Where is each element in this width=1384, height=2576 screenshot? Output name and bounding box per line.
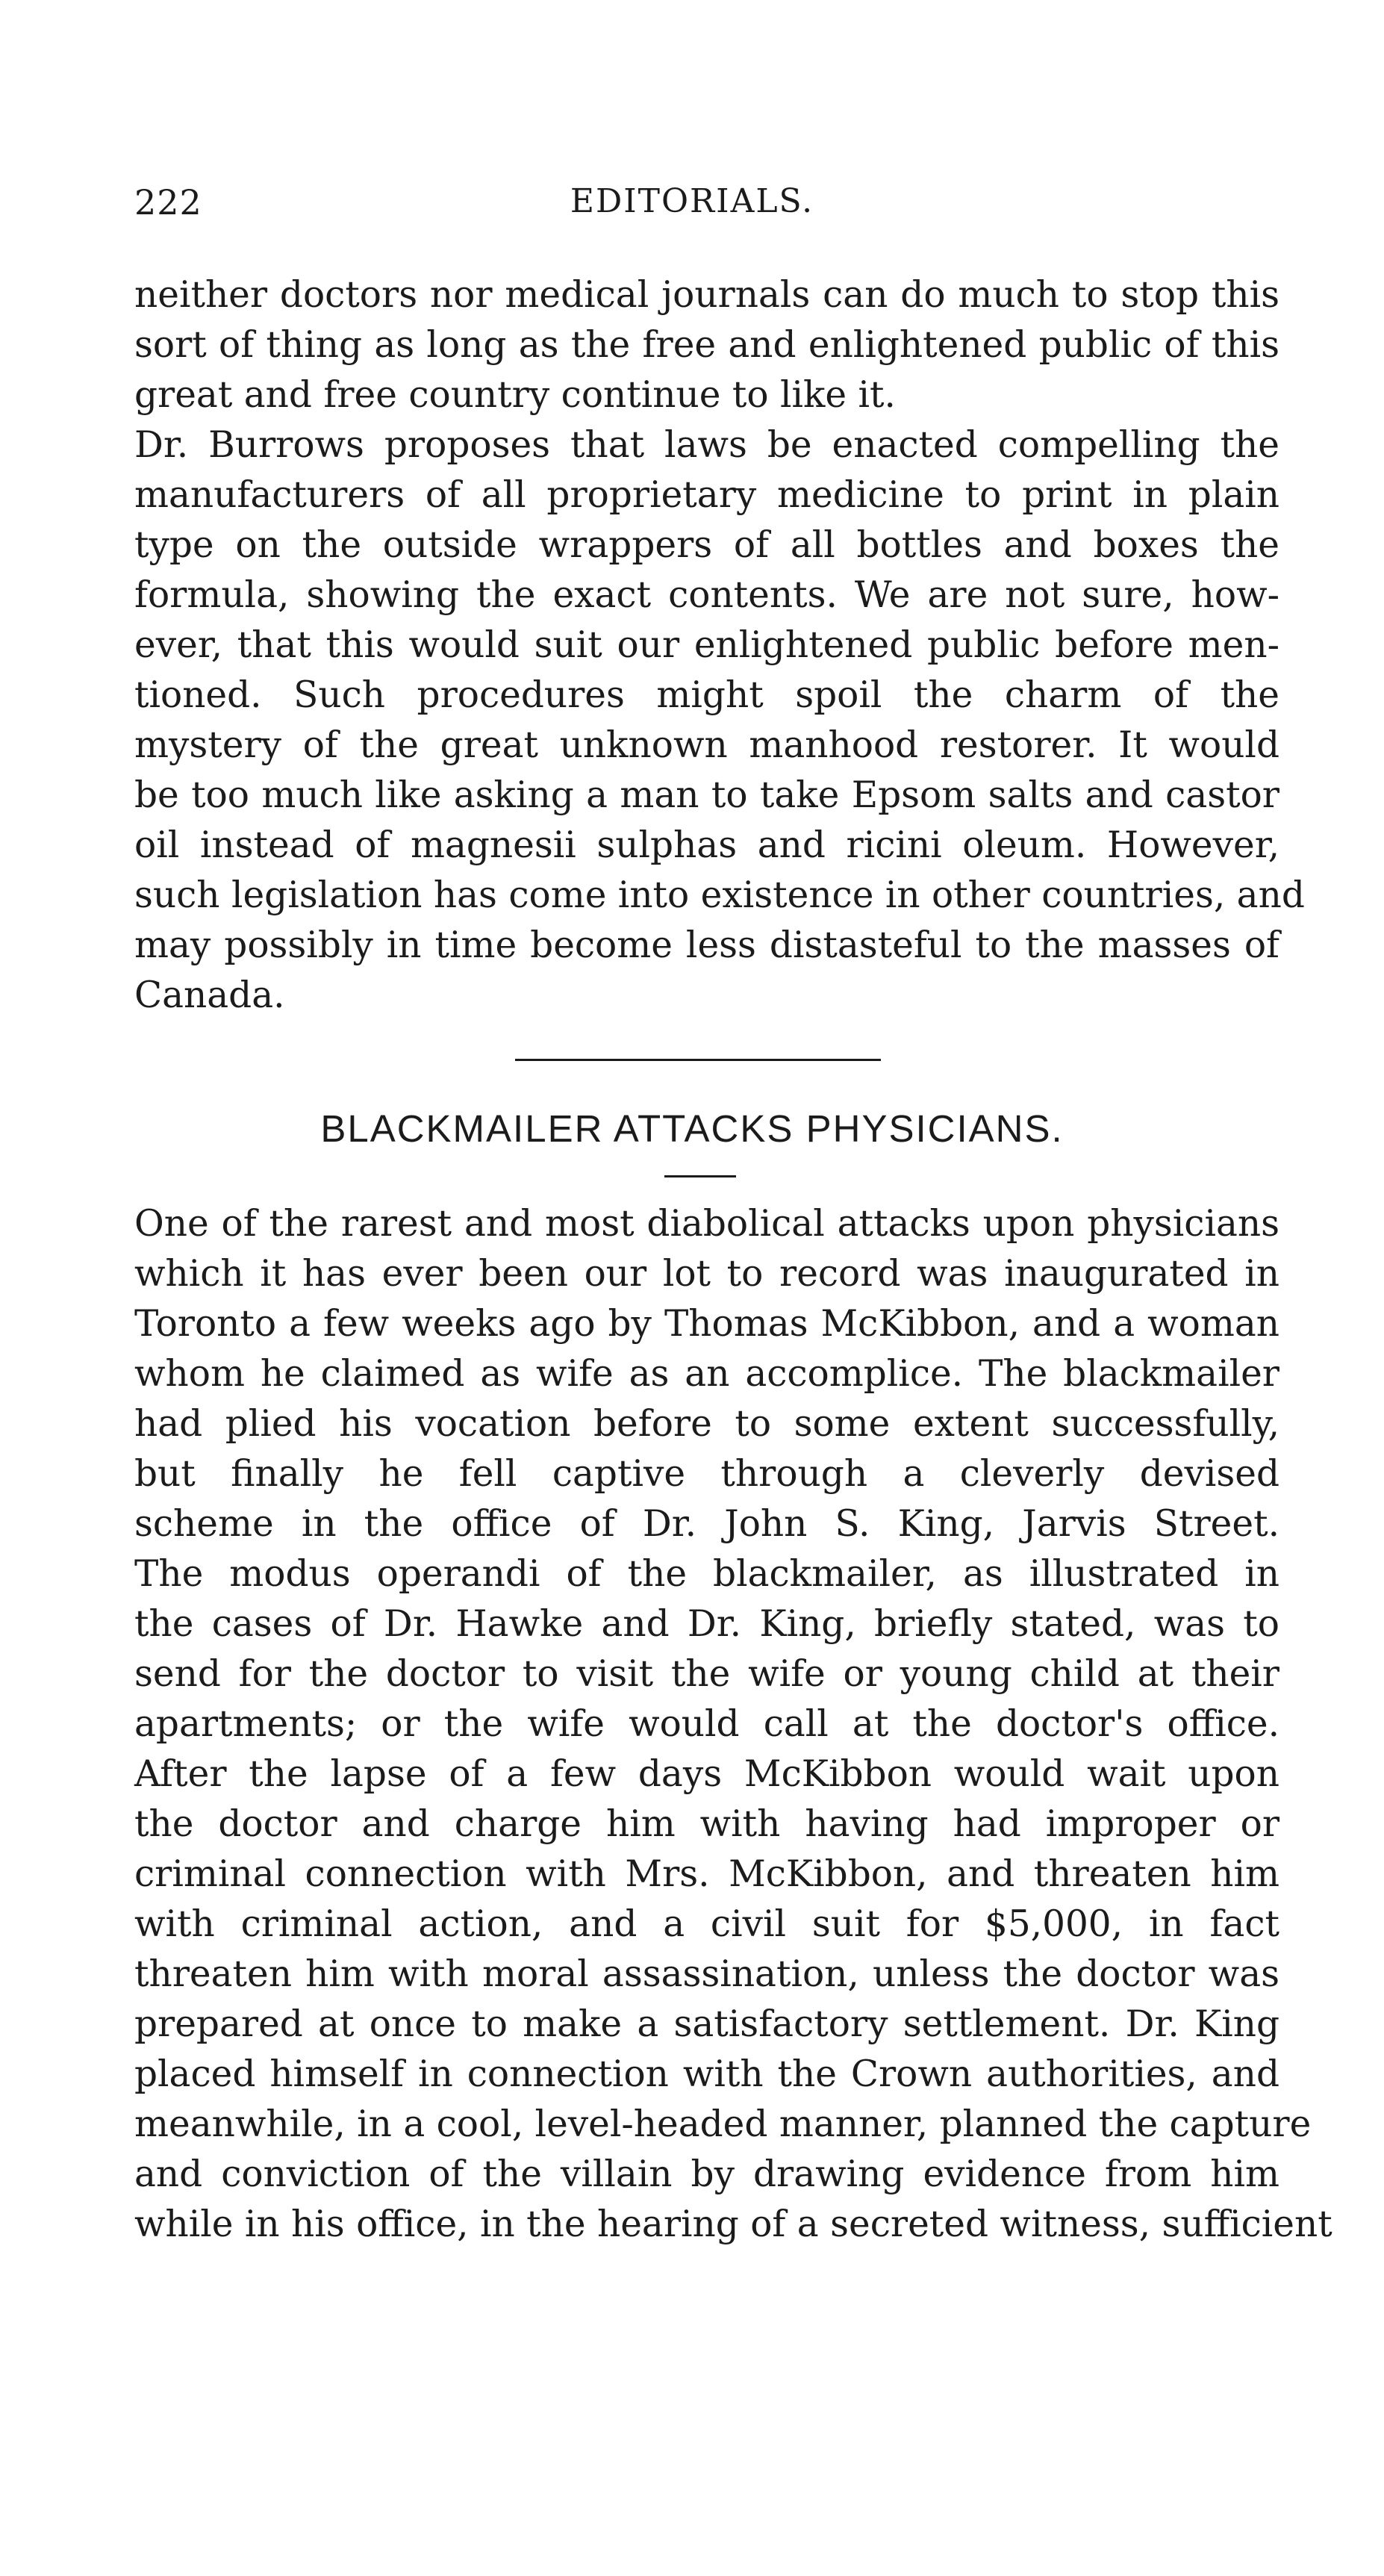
text-line: and conviction of the villain by drawing evidence from him [134,2153,1279,2195]
section-divider [515,1059,881,1061]
text-line: manufacturers of all proprietary medicine to print in plain [134,474,1279,516]
text-line: The modus operandi of the blackmailer, as illustrated in [134,1553,1279,1595]
text-line: apartments; or the wife would call at the doctor's office. [134,1703,1279,1745]
text-line: send for the doctor to visit the wife or young child at their [134,1653,1279,1695]
running-head: EDITORIALS. [570,182,814,220]
text-line: oil instead of magnesii sulphas and ricini oleum. However, [134,824,1279,866]
text-line: tioned. Such procedures might spoil the charm of the [134,674,1279,716]
text-line: such legislation has come into existence in other countries, and [134,874,1305,916]
text-line: but finally he fell captive through a cleverly devised [134,1453,1279,1495]
text-line: mystery of the great unknown manhood restorer. It would [134,724,1279,766]
page-number: 222 [134,182,202,223]
text-line: sort of thing as long as the free and enlightened public of this [134,324,1279,366]
text-line: meanwhile, in a cool, level-headed manner, planned the capture [134,2103,1312,2145]
title-underline [664,1175,736,1177]
text-line: may possibly in time become less distasteful to the masses of [134,924,1279,966]
text-line: be too much like asking a man to take Epsom salts and castor [134,774,1279,816]
text-line: whom he claimed as wife as an accomplice. The blackmailer [134,1353,1279,1395]
text-line: while in his office, in the hearing of a secreted witness, sufficient [134,2203,1332,2245]
text-line: placed himself in connection with the Crown authorities, and [134,2053,1279,2095]
text-line: the cases of Dr. Hawke and Dr. King, briefly stated, was to [134,1603,1279,1645]
article-title: BLACKMAILER ATTACKS PHYSICIANS. [320,1107,1064,1150]
text-line: After the lapse of a few days McKibbon would wait upon [134,1753,1279,1795]
text-line: One of the rarest and most diabolical attacks upon physicians [134,1203,1279,1245]
text-line: Dr. Burrows proposes that laws be enacted compelling the [134,424,1279,466]
text-line: criminal connection with Mrs. McKibbon, and threaten him [134,1853,1279,1895]
text-line: great and free country continue to like it. [134,374,896,416]
text-line: scheme in the office of Dr. John S. King, Jarvis Street. [134,1503,1279,1545]
text-line: with criminal action, and a civil suit for $5,000, in fact [134,1903,1279,1945]
text-line: formula, showing the exact contents. We are not sure, how- [134,574,1279,616]
text-line: which it has ever been our lot to record was inaugurated in [134,1253,1279,1295]
text-line: prepared at once to make a satisfactory settlement. Dr. King [134,2003,1279,2045]
article-body [134,1199,1332,2250]
text-line: type on the outside wrappers of all bottles and boxes the [134,524,1279,566]
text-line: the doctor and charge him with having had improper or [134,1803,1279,1845]
text-line: threaten him with moral assassination, unless the doctor was [134,1953,1279,1995]
text-line: ever, that this would suit our enlightened public before men- [134,624,1279,666]
editorial-continuation [134,270,1305,1021]
text-line: Toronto a few weeks ago by Thomas McKibbon, and a woman [134,1303,1279,1345]
text-line: Canada. [134,974,285,1016]
text-line: had plied his vocation before to some extent successfully, [134,1403,1279,1445]
text-line: neither doctors nor medical journals can do much to stop this [134,274,1279,316]
